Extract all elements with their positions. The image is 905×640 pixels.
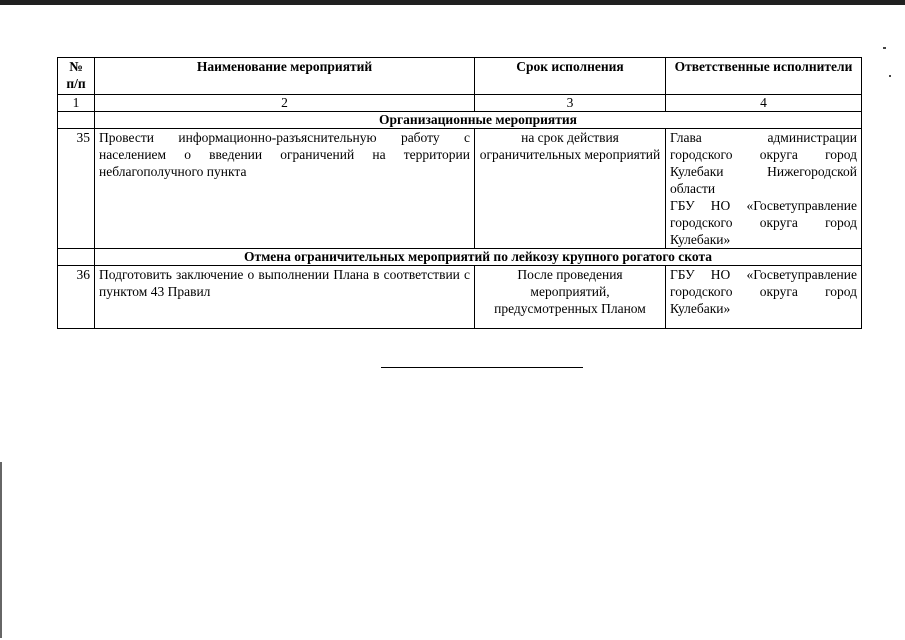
section-title: Отмена ограничительных мероприятий по лейкозу крупного рогатого скота (95, 249, 862, 266)
column-number: 1 (58, 95, 95, 112)
section-number-cell (58, 112, 95, 129)
deadline: После проведения мероприятий, предусмотренных Планом (475, 266, 666, 329)
scan-edge-line (0, 462, 2, 638)
section-number-cell (58, 249, 95, 266)
column-number-row (58, 95, 862, 112)
header-deadline: Срок исполнения (475, 58, 666, 95)
responsible-party: Глава администрации городского округа город Кулебаки Нижегородской области (670, 130, 857, 196)
column-number: 2 (95, 95, 475, 112)
scan-edge-band (0, 0, 905, 5)
header-responsible: Ответственные исполнители (666, 58, 862, 95)
row-number: 36 (58, 266, 95, 329)
deadline: на срок действия ограничительных мероприятий (475, 129, 666, 249)
responsible-party: ГБУ НО «Госветуправление городского округа город Кулебаки» (670, 267, 857, 316)
column-number: 3 (475, 95, 666, 112)
section-row (58, 112, 862, 129)
header-number: № п/п (58, 58, 95, 95)
measure-name: Провести информационно-разъяснительную работу с населением о введении ограничений на территории неблагополучного пункта (95, 129, 475, 249)
table-row (58, 129, 862, 249)
closing-rule (381, 367, 583, 368)
table-header-row (58, 58, 862, 95)
responsible-party: ГБУ НО «Госветуправление городского округа город Кулебаки» (670, 198, 857, 247)
scan-speck (883, 47, 886, 49)
responsible (666, 129, 862, 249)
row-number: 35 (58, 129, 95, 249)
scan-speck (889, 75, 891, 77)
measure-name: Подготовить заключение о выполнении Плана в соответствии с пунктом 43 Правил (95, 266, 475, 329)
section-row (58, 249, 862, 266)
measures-table (57, 57, 862, 329)
section-title: Организационные мероприятия (95, 112, 862, 129)
table-row (58, 266, 862, 329)
column-number: 4 (666, 95, 862, 112)
responsible (666, 266, 862, 329)
header-measure-name: Наименование мероприятий (95, 58, 475, 95)
